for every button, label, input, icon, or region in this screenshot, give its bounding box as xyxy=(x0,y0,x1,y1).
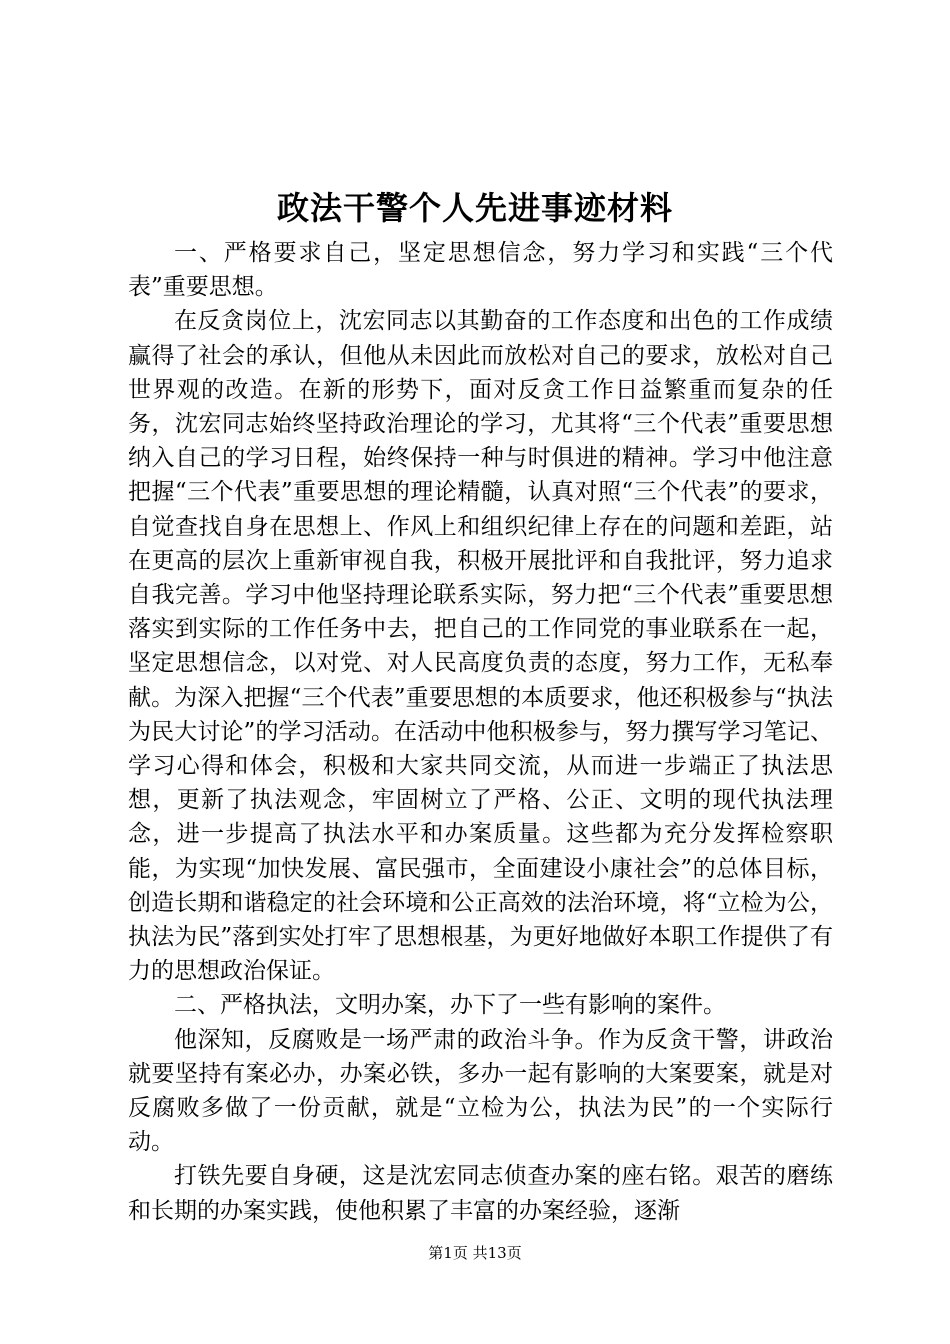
paragraph: 他深知，反腐败是一场严肃的政治斗争。作为反贪干警，讲政治就要坚持有案必办，办案必铁，多办一起有影响的大案要案，就是对反腐败多做了一份贡献，就是“立检为公，执法为民”的一个实际行动。 xyxy=(128,1026,833,1156)
paragraph-heading-1: 一、严格要求自己，坚定思想信念，努力学习和实践“三个代表”重要思想。 xyxy=(128,240,833,301)
paragraph-heading-2: 二、严格执法，文明办案，办下了一些有影响的案件。 xyxy=(174,992,726,1019)
paragraph: 打铁先要自身硬，这是沈宏同志侦查办案的座右铭。艰苦的磨练和长期的办案实践，使他积累了丰富的办案经验，逐渐 xyxy=(128,1163,833,1224)
page-number-footer: 第1页 共13页 xyxy=(428,1244,522,1262)
document-title: 政法干警个人先进事迹材料 xyxy=(276,189,673,227)
paragraph: 在反贪岗位上，沈宏同志以其勤奋的工作态度和出色的工作成绩赢得了社会的承认，但他从未因此而放松对自己的要求，放松对自己世界观的改造。在新的形势下，面对反贪工作日益繁重而复杂的任务，沈宏同志始终坚持政治理论的学习，尤其将“三个代表”重要思想纳入自己的学习日程，始终保持一种与时俱进的精神。学习中他注意把握“三个代表”重要思想的理论精髓，认真对照“三个代表”的要求，自觉查找自身在思想上、作风上和组织纪律上存在的问题和差距，站在更高的层次上重新审视自我，积极开展批评和自我批评，努力追求自我完善。学习中他坚持理论联系实际，努力把“三个代表”重要思想落实到实际的工作任务中去，把自己的工作同党的事业联系在一起，坚定思想信念，以对党、对人民高度负责的态度，努力工作，无私奉献。为深入把握“三个代表”重要思想的本质要求，他还积极参与“执法为民大讨论”的学习活动。在活动中他积极参与，努力撰写学习笔记、学习心得和体会，积极和大家共同交流，从而进一步端正了执法思想，更新了执法观念，牢固树立了严格、公正、文明的现代执法理念，进一步提高了执法水平和办案质量。这些都为充分发挥检察职能，为实现“加快发展、富民强市，全面建设小康社会”的总体目标，创造长期和谐稳定的社会环境和公正高效的法治环境，将“立检为公，执法为民”落到实处打牢了思想根基，为更好地做好本职工作提供了有力的思想政治保证。 xyxy=(128,308,833,985)
document-body xyxy=(128,236,833,1228)
